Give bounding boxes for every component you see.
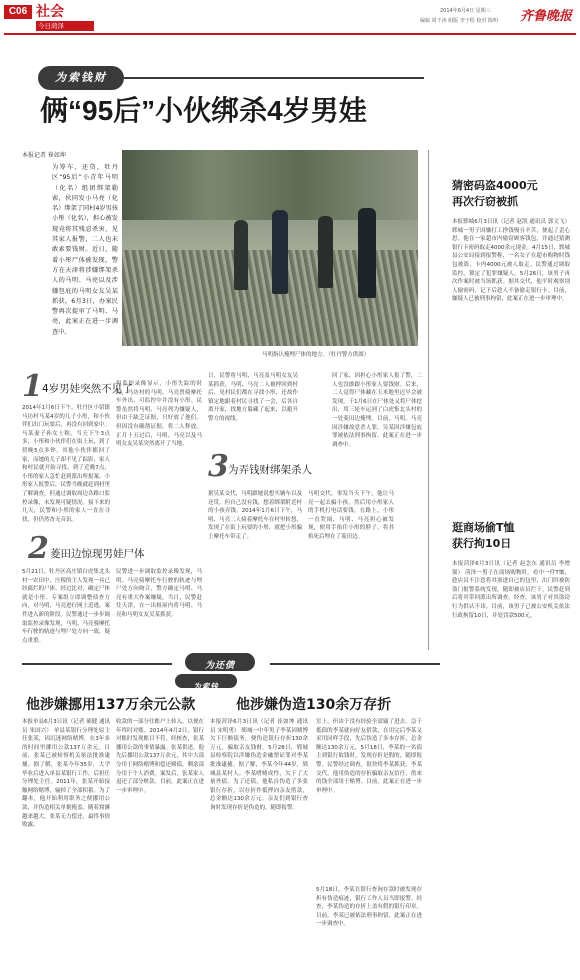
section-name: 社会 (36, 4, 64, 20)
band-mid-text: 本报菏泽6月3日讯（记者 崔如坤 通讯员 宋明勇） 郓城一中年男子李某因赌博欠下巨额债务，便伪造银行存折130余万元，骗取亲友钱财。5月28日，郓城县检察院以涉嫌伪造金融票证罪对李某批准逮捕。据了解，李某今年44岁，郓城县某村人。李某嗜赌成性，欠下了大量外债。为了还债，他私自伪造了多张银行存折，以存折作抵押向亲友借款，总金额达130余万元。亲友们到银行查询时发现存折是伪造的，随即报警。 (210, 719, 308, 811)
story1-kicker-rule (124, 77, 424, 79)
story1-col3-text: 日，民警将马明、马亮及马明女友吴某抓获。马明、马亮二人被押回到村后，见村民们都在寻找小彤，还故作镇定地跟着村民寻找了一会，后各自离开家，找地方躲藏了起来，以避开警方的视线。 (208, 373, 298, 422)
sub2-text2: 民警进一步调取监控录像发现，马明、马亮骑摩托车行驶的轨迹与埋尸处方向吻合，警方确定马明、马亮有重大作案嫌疑，当日，民警赶往天津，在一出租屋内将马明、马亮和马明女友吴某抓获。 (116, 569, 202, 618)
photo-person-3 (318, 216, 333, 288)
story1-photo-caption: 马明指认掩埋尸体的地方。（牡丹警方供图） (262, 352, 370, 358)
sub3-number: 3 (208, 449, 229, 484)
band-kicker-1-text: 为还债 (204, 661, 235, 671)
page-number: C06 (8, 6, 28, 17)
story3-headline: 逛商场偷T恤 获行拘10日 (452, 521, 515, 550)
band-rule-right (270, 663, 440, 665)
band-left-text: 本报单县6月3日讯（记者 郝健 通讯员 朱国兴） 单县某银行分理处原主任张某，因沉迷网络赌博，在3年多的时间里挪用公款137万余元。目前，张某已被检察机关依法批准逮捕。据了解，张某今年35岁，大学毕业后进入单县某银行工作，后担任分理处主任。2011年，张某开始接触网络赌博，输掉了全部积蓄。为了翻本，他开始利用职务之便挪用公款，并伪造相关单据掩盖。随着窟窿越来越大，张某无力偿还，最终事情败露。 (22, 719, 110, 829)
editors-line: 编辑 周千涛 组版 李子程 校对 陈明 (420, 18, 498, 24)
sub1-title: 4岁男娃突然不见了 (42, 383, 133, 395)
photo-person-4 (358, 208, 376, 298)
dateline: 2014年6月4日 星期三 (440, 8, 491, 14)
story1-byline: 本报记者 崔如坤 (22, 152, 66, 159)
band-kicker-1 (185, 653, 255, 671)
band-left-text2: 收款的一部分往账户上转入，以便在年终时对账。2014年4月2日，银行对账时发现账目不符，经核查，张某挪用公款的事情暴露。张某供述，他先后挪用公款137万余元，其中大部分用于网络赌博和偿还赌债，剩余部分用于个人消费。案发后，张某家人退还了部分赃款。目前，此案正在进一步审理中。 (116, 719, 204, 794)
band-right-headline: 他涉嫌伪造130余万存折 (236, 697, 392, 713)
photo-person-2 (272, 210, 288, 294)
story2-headline: 猜密码盗4000元 再次行窃被抓 (452, 179, 538, 208)
sub3-text: 据吴某交代，马明跟她说想买辆车以及还贷，但自己没有钱，想着绑架附近村的小孩弄钱。2014年1月6日下午，马明、马亮二人骑着摩托车在村里转悠，发现了在街上玩耍的小彤，就把小彤骗上摩托车带走了。 (208, 491, 302, 540)
subsection-name: 今日菏泽 (38, 22, 64, 30)
photo-person-1 (234, 220, 248, 290)
band-kicker-2-text: 为索钱 (193, 682, 219, 691)
story1-kicker-text: 为索钱财 (55, 71, 107, 84)
column-divider (428, 150, 429, 650)
sub2-number: 2 (28, 531, 49, 566)
band-right-text2: 5月18日，李某在银行查询存款时被发现存折有伪造痕迹，银行工作人员当即报警。经查，李某伪造的存折上盖有假的银行印章。目前，李某已被依法刑事拘留，此案正在进一步调查中。 (316, 887, 422, 928)
story2-text: 本报郓城6月3日讯（记者 赵凯 通讯员 郭文飞） 郓城一男子因嫌打工挣钱慢且辛苦，便起了歪心思。他在一家超市内偷窃顾客钱包，并通过猜测银行卡密码取走4000余元现金。4月15日，郓城县公安局接到报警称，一名女子在超市购物时钱包被盗，卡内4000元被人取走。民警通过调取监控，锁定了犯罪嫌疑人。5月26日，该男子再次作案时被当场抓获。据其交代，他平时观察别人输密码，记下后趁人不备偷走银行卡。目前，嫌疑人已被刑事拘留，此案正在进一步审理中。 (452, 219, 570, 303)
header-rule (4, 33, 576, 35)
band-left-headline: 他涉嫌挪用137万余元公款 (26, 697, 196, 713)
band-kicker-2 (175, 674, 237, 691)
sub3-title: 为弄钱财绑架杀人 (228, 464, 312, 476)
sub1-text: 2014年1月6日下午，牡丹区小留镇马坊村马某4岁的儿子小彤，和小伙伴们出门玩耍后，再没有回到家中。马某妻子孙女士称，当天下午3点多，小彤和小伙伴们在街上玩，到了傍晚5点多钟，其他小伙伴都回了家，而她的儿子却不见了踪影，家人和村民就开始寻找。到了近晚7点，小彤的家人急忙赶到派出所报案。小彤家人报警后，民警当晚就赶到村里了解调查，但通过调取周边各路口监控录像，未发现可疑情况。接下来的几天，民警和小彤的家人一直在寻找，但仍然杳无音讯。 (22, 405, 110, 523)
story1-headline: 俩“95后”小伙绑杀4岁男娃 (40, 95, 367, 126)
band-rule-left (22, 663, 172, 665)
story1-kicker (38, 66, 124, 90)
sub3-text2: 马明交代，事发当天下午，他让马亮一起去骗小孩，然后用小彤家人的手机打电话要钱。在路上，小彤一直哭闹，马明、马亮担心被发现，便用手掐住小彤的脖子，将其掐死后埋在了菱田边。 (308, 491, 394, 540)
sub2-text: 5月21日，牡丹区高庄镇白虎集北头村一农田中，庄稼的主人发现一具已经腐烂的尸体。经过比对，确定尸体就是小彤。专案组立即调整侦查方向，对马明、马亮进行网上追逃，案件进入新的阶段。民警通过一步步调取监控录像发现，马明、马亮骑摩托车行驶的轨迹与埋尸处方向一致，疑点重重。 (22, 569, 110, 644)
sub1-text2: 但监控录像显示，小彤失踪的时段，马坊村的马明、马亮曾骑摩托车外出，可监控中并没有小彤。民警虽然将马明、马亮列为嫌疑人，但由于缺乏证据，只好放了他们。但因没有确凿证据，将二人释放。正月十五过后，马明、马亮以及马明女友吴某突然离开了当地。 (116, 381, 202, 448)
sub1-number: 1 (22, 369, 43, 404)
band-right-text: 室上，但由于没有经验全部输了进去。急于抵债的李某就向好友借款，在用完后李某又采用同样手段，先后伪造了多本存折，总金额达130余万元。5月18日，李某的一名债主到银行取钱时，发现存折是假的，随即报警。民警经过调查，很快将李某抓获。李某交代，他用伪造的存折骗取亲友信任，借来的钱全部用于赌博。目前，此案正在进一步审理中。 (316, 719, 422, 794)
story3-text: 本报菏泽6月3日讯（记者 赵念东 通讯员 李增强） 菏泽一男子在商场购物时，看中一件T恤，趁店员不注意将其塞进自己的包里，出门时被防盗门报警系统发现，随即被店员拦下。民警赶到后将其带回派出所调查。经查，该男子对其盗窃行为供认不讳。目前，该男子已被公安机关依法行政拘留10日，并处罚款500元。 (452, 561, 570, 619)
story1-photo (122, 150, 418, 346)
story1-col5-text: 回了家，因担心小彤家人报了警，二人也没敢跟小彤家人要钱财。后来，二人觉得尸体藏在玉米地里迟早会被发现，于1月6日在尸体处又将尸体挖出，用三轮车运到了白虎集北头村的一处菱田边掩埋。目前，马明、马亮因涉嫌故意杀人罪，吴某因涉嫌包庇罪被依法刑事拘留。此案正在进一步调查中。 (332, 373, 422, 448)
story1-lead: 为筹车、还贷，牡丹区“95后”小青年马明（化名）组团绑架勒索，伙同发小马亮（化名）绑架了同村4岁男孩小彤（化名），担心被发现竟将其残忍杀害，见其家人报警，二人也未敢索要钱财。近日，随着小彤尸体被发现，警方在天津将涉嫌绑架杀人的马明、马亮以及涉嫌包庇的马明女友吴某抓获。6月3日，办案民警再次提审了马明、马亮，此案正在进一步调查中。 (52, 164, 118, 336)
newspaper-logo: 齐鲁晚报 (520, 9, 573, 24)
sub2-title: 菱田边惊现男娃尸体 (50, 548, 145, 560)
